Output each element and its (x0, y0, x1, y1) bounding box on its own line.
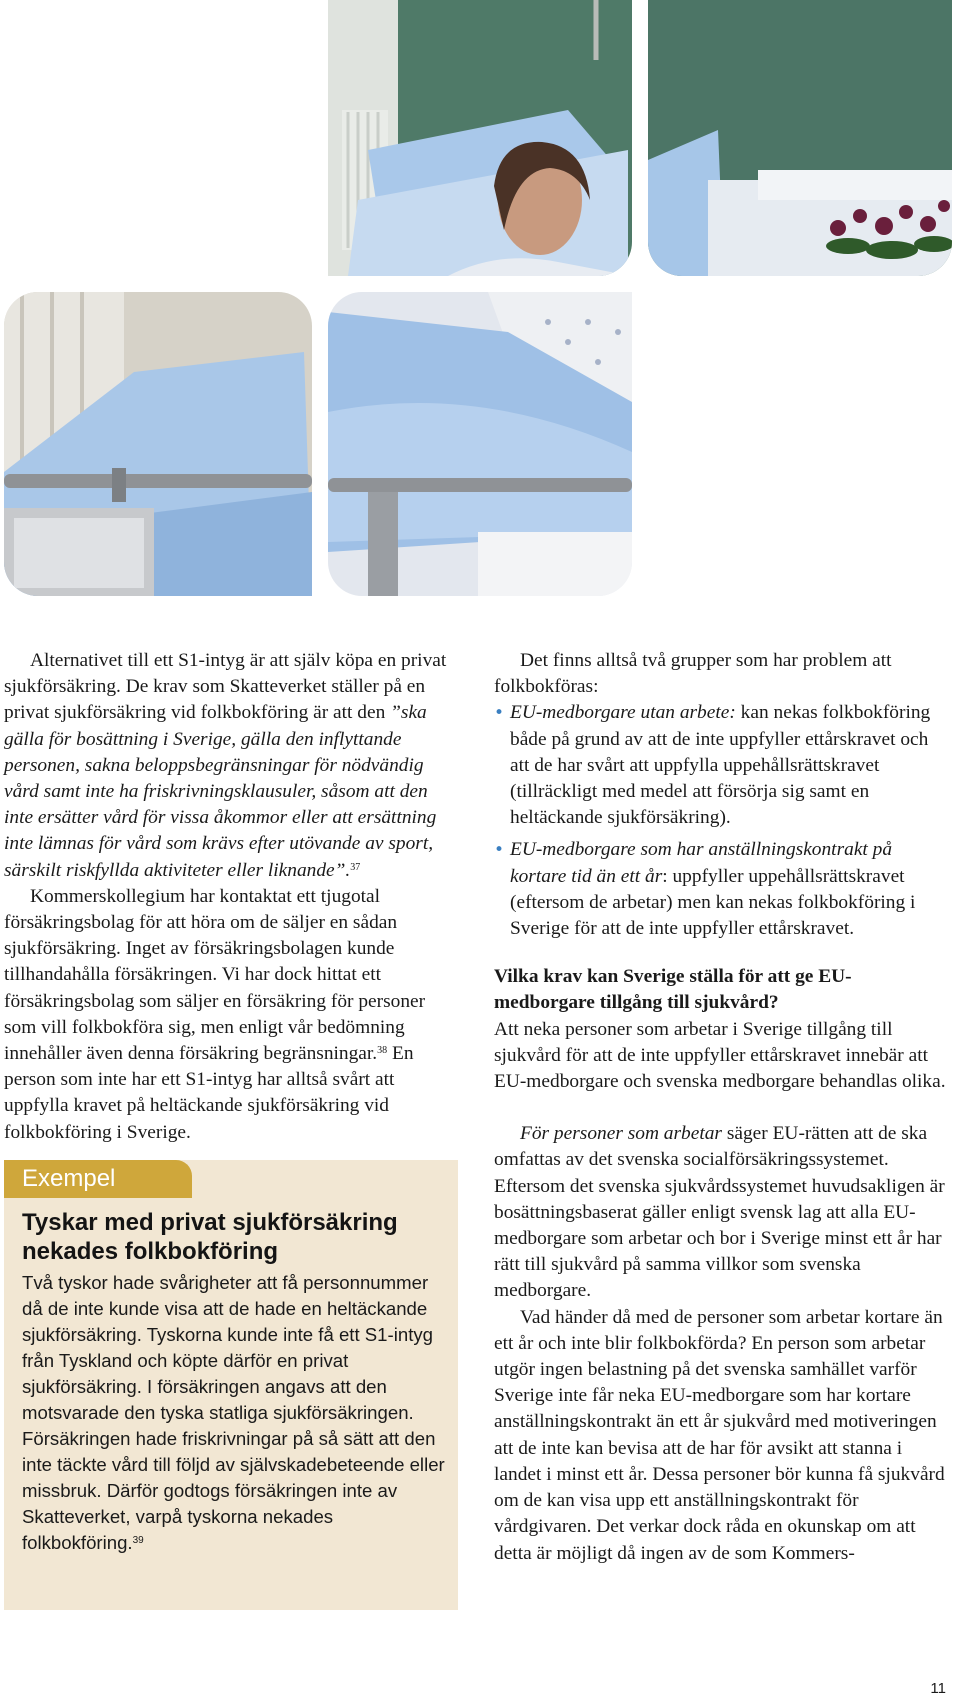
paragraph-short-contracts: Vad händer då med de personer som arbetar kortare än ett år och inte blir folkbokförda? En person som arbetar utgör ingen belastning på det svenska samhället varför Sverige inte får neka EU-medborgare som har kortare anställningskontrakt än ett år sjukvård med motiveringen att de inte kan bevisa att de har för avsikt att stanna i landet i minst ett år. Dessa personer bör kunna få sjukvård om de kan visa upp ett anställningskontrakt för vårdgivaren. Det verkar dock råda en okunskap om att detta är möjligt då ingen av de som Kommers- (494, 1306, 945, 1564)
photo-patient-blanket (328, 292, 632, 596)
photo-woman-in-bed (328, 0, 632, 276)
footnote-ref-37: 37 (350, 861, 361, 873)
footnote-ref-38: 38 (377, 1045, 388, 1057)
section-heading: Vilka krav kan Sverige ställa för att ge EU-medborgare tillgång till sjukvård? (494, 966, 852, 1014)
example-body: Två tyskor hade svårigheter att få personnummer då de inte kunde visa att de hade en heltäckande sjukförsäkring. Tyskorna kunde inte få ett S1-intyg från Tyskland och köpte därför en privat sjukförsäkring. I försäkringen angavs att den motsvarade den tyska statliga sjukförsäkringen. Försäkringen hade friskrivningar på så sätt att den inte täckte vård till följd av självskadebeteende eller missbruk. Därför godtogs försäkringen inte av Skatteverket, varpå tyskorna nekades folkbokföring.$^{39}$ (22, 1272, 445, 1553)
example-tab-label: Exempel (4, 1160, 192, 1198)
paragraph-unequal-treatment: Att neka personer som arbetar i Sverige tillgång till sjukvård för att de inte uppfyller ettårskravet innebär att EU-medborgare och svenska medborgare behandlas olika. (494, 1018, 946, 1093)
quote-skatteverket: ”ska gälla för bosättning i Sverige, gälla den inflyttande personen, sakna beloppsbegränsningar för nödvändig vård samt inte ha friskrivningsklausuler, såsom att den inte ersätter vård för vissa åkommor eller att ersättning inte lämnas för vård som krävs efter utövande av sport, särskilt riskfyllda aktiviteter eller liknande”. (4, 702, 437, 881)
left-column (4, 648, 460, 1146)
paragraph-workers: För personer som arbetar säger EU-rätten att de ska omfattas av det svenska socialförsäkringssystemet. Eftersom det svenska sjukvårdssystemet huvudsakligen är bosättningsbaserat gäller enligt svensk lag att alla EU-medborgare som arbetar och bor i Sverige minst ett år har rätt till sjukvård på samma villkor som svenska medborgare. (494, 1123, 945, 1302)
list-item: • EU-medborgare utan arbete: kan nekas folkbokföring både på grund av att de inte uppfyller ettårskravet och att de har svårt att uppfylla uppehållsrättskravet (tillräckligt med medel att försörja sig samt en heltäckande sjukförsäkring). (494, 700, 948, 831)
example-title: Tyskar med privat sjukförsäkring nekades folkbokföring (22, 1209, 398, 1265)
list-item: • EU-medborgare som har anställningskontrakt på kortare tid än ett år: uppfyller uppehållsrättskravet (eftersom de arbetar) men kan nekas folkbokföring i Sverige för att de inte uppfyller ettårskravet. (494, 837, 948, 942)
paragraph-private-insurance: Alternativet till ett S1-intyg är att själv köpa en privat sjukförsäkring. De krav som Skatteverket ställer på en privat sjukförsäkring vid folkbokföring är att den ”ska gälla för bosättning i Sverige, gälla den inflyttande personen, sakna beloppsbegränsningar för nödvändig vård samt inte ha friskrivningsklausuler, såsom att den inte ersätter vård för vissa åkommor eller att ersättning inte lämnas för vård som krävs efter utövande av sport, särskilt riskfyllda aktiviteter eller liknande”.$^{37}$ (4, 650, 447, 881)
groups-list (494, 700, 948, 942)
photo-room-flowers (648, 0, 952, 276)
intro-two-groups: Det finns alltså två grupper som har problem att folkbokföras: (494, 650, 892, 698)
paragraph-kommerskollegium: Kommerskollegium har kontaktat ett tjugotal försäkringsbolag för att höra om de säljer en sådan sjukförsäkring. Inget av försäkringsbolagen kunde tillhandahålla försäkringen. Vi har dock hittat ett försäkringsbolag som säljer en försäkring för personer som vill folkbokföra sig, men enligt vår bedömning innehåller även denna försäkring begränsningar.$^{38}$ En person som inte har ett S1-intyg har alltså svårt att uppfylla kravet på heltäckande sjukförsäkring vid folkbokföring i Sverige. (4, 885, 426, 1143)
page-number: 11 (930, 1680, 946, 1697)
photo-bed-rail (4, 292, 312, 596)
right-column (494, 648, 948, 1567)
footnote-ref-39: 39 (132, 1535, 144, 1546)
